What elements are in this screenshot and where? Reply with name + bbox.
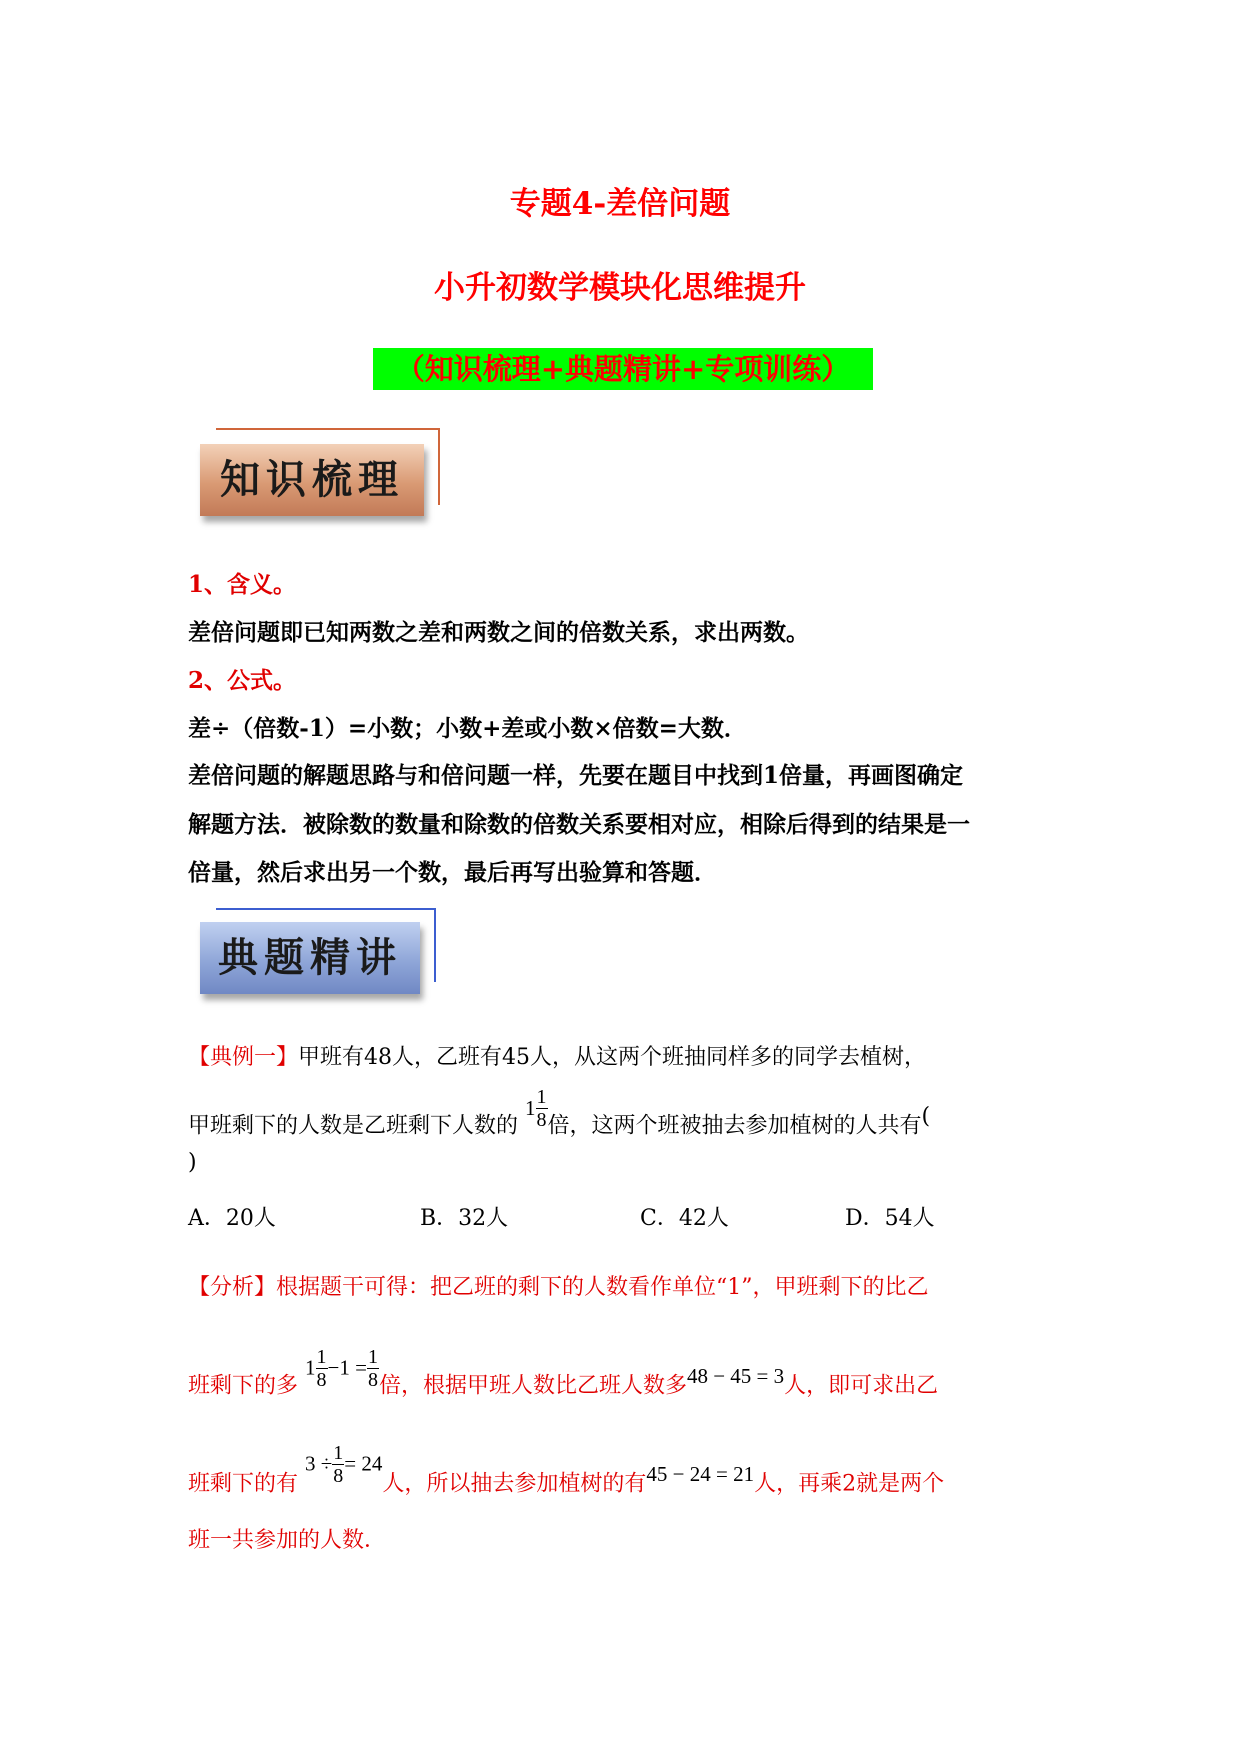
fraction (367, 1346, 379, 1391)
example-text: 甲班有48人，乙班有45人，从这两个班抽同样多的同学去植树， (298, 1045, 927, 1070)
fraction (536, 1086, 548, 1131)
mixed-number-whole: 1 (305, 1355, 316, 1380)
fraction-denominator: 8 (333, 1465, 344, 1487)
analysis-text: 人，再乘2就是两个 (754, 1471, 945, 1497)
example-1-line (188, 1086, 931, 1149)
method-paragraph-line: 倍量，然后求出另一个数，最后再写出验算和答题． (188, 859, 717, 886)
option-c: C．42人 (640, 1206, 729, 1231)
fraction (316, 1346, 328, 1391)
document-subtitle: 小升初数学模块化思维提升 (434, 270, 806, 306)
fraction-numerator: 1 (316, 1346, 327, 1368)
analysis-text: 人，即可求出乙 (784, 1373, 939, 1399)
math-expression (305, 1442, 382, 1487)
fraction (332, 1442, 344, 1487)
banner-label: 典题精讲 (200, 922, 420, 994)
section-heading-meaning: 1、含义。 (188, 571, 297, 598)
example-text: 倍，这两个班被抽去参加植树的人共有 (547, 1113, 922, 1139)
analysis-text: 班剩下的多 (188, 1373, 299, 1399)
example-text: 甲班剩下的人数是乙班剩下人数的 (188, 1113, 519, 1139)
example-1-line (188, 1040, 926, 1071)
analysis-text: 倍，根据甲班人数比乙班人数多 (378, 1373, 687, 1399)
example-tag: 【典例一】 (188, 1045, 299, 1070)
meaning-paragraph: 差倍问题即已知两数之差和两数之间的倍数关系，求出两数。 (188, 619, 809, 646)
method-paragraph-line: 解题方法．被除数的数量和除数的倍数关系要相对应，相除后得到的结果是一 (188, 811, 970, 838)
analysis-line (188, 1442, 945, 1507)
math-expression: 45 − 24 = 21 (646, 1461, 755, 1486)
analysis-text: 根据题干可得：把乙班的剩下的人数看作单位“1”，甲班剩下的比乙 (276, 1275, 929, 1300)
analysis-text: 人，所以抽去参加植树的有 (382, 1471, 647, 1497)
paren-close: ) (188, 1150, 197, 1175)
analysis-line (188, 1270, 929, 1301)
math-expression (305, 1346, 379, 1391)
mixed-number-whole: 1 (525, 1095, 536, 1120)
fraction-denominator: 8 (316, 1369, 327, 1391)
formula-paragraph: 差÷（倍数-1）=小数；小数+差或小数×倍数=大数． (188, 715, 747, 742)
analysis-text: 班剩下的有 (188, 1471, 299, 1497)
fraction-numerator: 1 (367, 1346, 378, 1368)
option-b: B．32人 (420, 1206, 509, 1231)
analysis-tag: 【分析】 (188, 1275, 277, 1300)
option-d: D．54人 (845, 1206, 935, 1231)
fraction-numerator: 1 (333, 1442, 344, 1464)
document-title: 专题4-差倍问题 (509, 186, 731, 222)
method-paragraph-line: 差倍问题的解题思路与和倍问题一样，先要在题目中找到1倍量，再画图确定 (188, 762, 964, 789)
fraction-numerator: 1 (536, 1086, 547, 1108)
banner-label: 知识梳理 (200, 444, 424, 516)
fraction-denominator: 8 (367, 1369, 378, 1391)
section-heading-formula: 2、公式。 (188, 667, 297, 694)
analysis-line (188, 1346, 939, 1409)
math-operator: −1 = (327, 1355, 367, 1380)
math-operator: = 24 (344, 1451, 383, 1476)
math-expression: 48 − 45 = 3 (686, 1363, 785, 1388)
analysis-line: 班一共参加的人数． (188, 1528, 387, 1553)
paren-open: ( (921, 1103, 931, 1129)
option-a: A．20人 (188, 1206, 276, 1231)
math-operator: 3 ÷ (305, 1451, 333, 1476)
document-tagline: （知识梳理+典题精讲+专项训练） (395, 352, 851, 386)
fraction-denominator: 8 (536, 1109, 547, 1131)
